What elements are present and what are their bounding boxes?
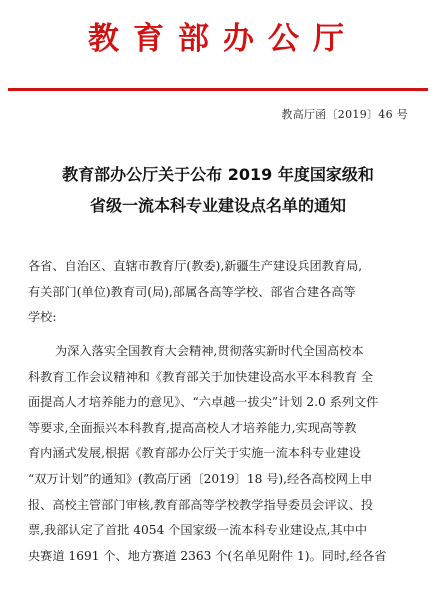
salutation-line: 学校:: [28, 310, 57, 325]
salutation: [28, 254, 408, 331]
paragraph-line: 科教育工作会议精神和《教育部关于加快建设高水平本科教育 全: [28, 369, 374, 384]
paragraph-line: 票,我部认定了首批 4054 个国家级一流本科专业建设点,其中中: [28, 523, 368, 538]
paragraph-line: 为深入落实全国教育大会精神,贯彻落实新时代全国高校本: [55, 344, 364, 358]
paragraph-line: 等要求,全面振兴本科教育,提高高校人才培养能力,实现高等教: [28, 420, 357, 435]
document-number: 教高厅函〔2019〕46 号: [281, 108, 408, 121]
paragraph-line: “双万计划”的通知》(教高厅函〔2019〕18 号),经各高校网上申: [28, 471, 373, 486]
header-red-rule: [8, 88, 428, 91]
paragraph-line: 育内涵式发展,根据《教育部办公厅关于实施一流本科专业建设: [28, 446, 361, 461]
body-paragraph-1: [28, 339, 408, 569]
paragraph-line: 面提高人才培养能力的意见》、“六卓越一拔尖”计划 2.0 系列文件: [28, 395, 379, 410]
paragraph-line: 央赛道 1691 个、地方赛道 2363 个(名单见附件 1)。同时,经各省: [28, 548, 387, 563]
salutation-line: 有关部门(单位)教育司(局),部属各高等学校、部省合建各高等: [28, 284, 356, 299]
document-title-line-2: 省级一流本科专业建设点名单的通知: [89, 196, 346, 215]
salutation-line: 各省、自治区、直辖市教育厅(教委),新疆生产建设兵团教育局,: [28, 259, 363, 273]
paragraph-line: 报、高校主管部门审核,教育部高等学校教学指导委员会评议、投: [28, 497, 374, 512]
issuer-header: 教育部办公厅: [88, 21, 358, 57]
document-title-line-1: 教育部办公厅关于公布 2019 年度国家级和: [62, 165, 374, 184]
